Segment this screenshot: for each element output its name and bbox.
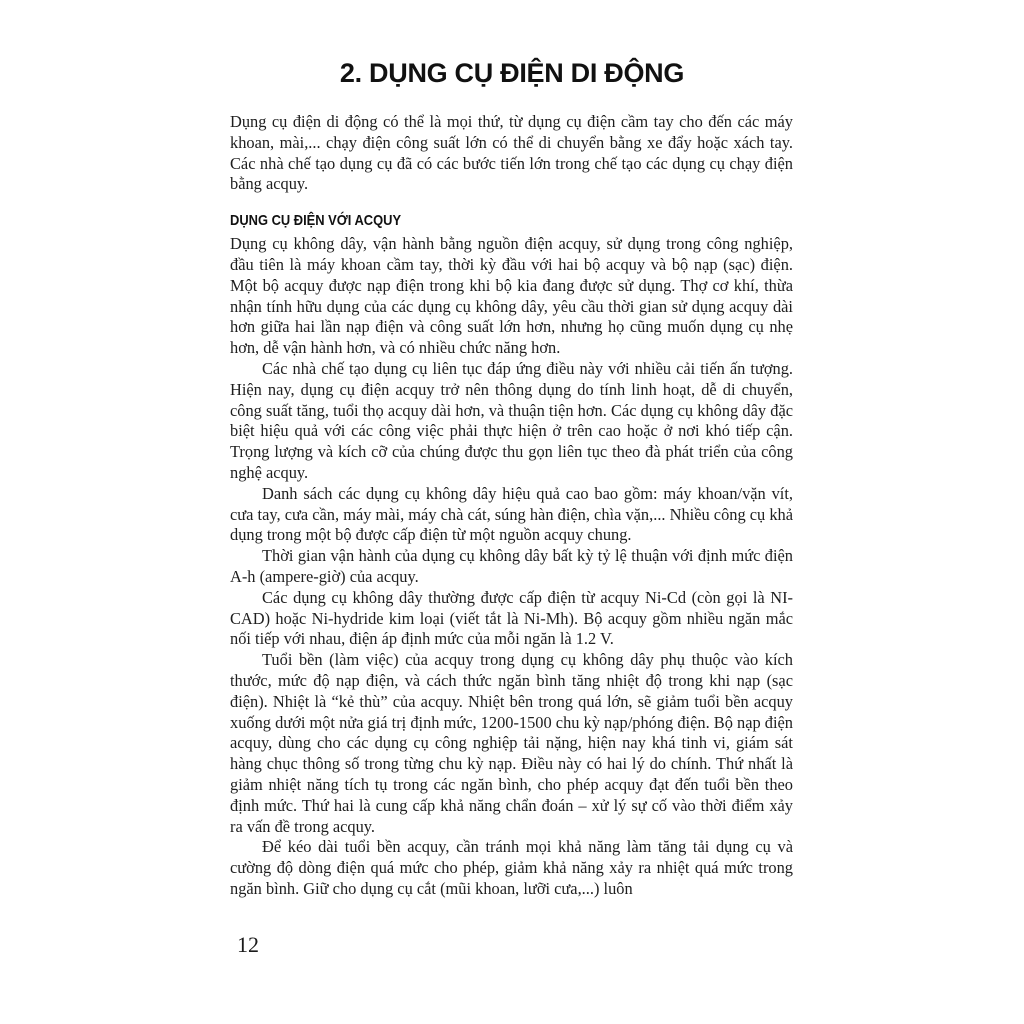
body-paragraph: Các nhà chế tạo dụng cụ liên tục đáp ứng điều này với nhiều cải tiến ấn tượng. Hiện nay, dụng cụ điện acquy trở nên thông dụng do tính linh hoạt, dễ di chuyển, công suất tăng, tuổi thọ acquy dài hơn, và thuận tiện hơn. Các dụng cụ không dây đặc biệt hiệu quả với các công việc phải thực hiện ở trên cao hoặc ở nơi khó tiếp cận. Trọng lượng và kích cỡ của chúng được thu gọn liên tục theo đà phát triển của công nghệ acquy. bbox=[230, 358, 793, 482]
body-paragraph: Danh sách các dụng cụ không dây hiệu quả cao bao gồm: máy khoan/vặn vít, cưa tay, cưa cần, máy mài, máy chà cát, súng hàn điện, chìa vặn,... Nhiều công cụ khả dụng trong một bộ được cấp điện từ một nguồn acquy chung. bbox=[230, 483, 793, 545]
body-paragraph: Dụng cụ không dây, vận hành bằng nguồn điện acquy, sử dụng trong công nghiệp, đầu tiên là máy khoan cầm tay, thời kỳ đầu với hai bộ acquy và bộ nạp (sạc) điện. Một bộ acquy được nạp điện trong khi bộ kia đang được sử dụng. Thợ cơ khí, thừa nhận tính hữu dụng của các dụng cụ không dây, yêu cầu thời gian sử dụng acquy dài hơn giữa hai lần nạp điện và công suất lớn hơn, nhưng họ cũng muốn dụng cụ nhẹ hơn, dễ vận hành hơn, và có nhiều chức năng hơn. bbox=[230, 234, 793, 358]
page-content bbox=[230, 112, 793, 900]
intro-paragraph: Dụng cụ điện di động có thể là mọi thứ, từ dụng cụ điện cầm tay cho đến các máy khoan, mài,... chạy điện công suất lớn có thể di chuyển bằng xe đẩy hoặc xách tay. Các nhà chế tạo dụng cụ đã có các bước tiến lớn trong chế tạo các dụng cụ chạy điện bằng acquy. bbox=[230, 112, 793, 194]
body-paragraph: Để kéo dài tuổi bền acquy, cần tránh mọi khả năng làm tăng tải dụng cụ và cường độ dòng điện quá mức cho phép, giảm khả năng xảy ra nhiệt quá mức trong ngăn bình. Giữ cho dụng cụ cắt (mũi khoan, lưỡi cưa,...) luôn bbox=[230, 837, 793, 898]
chapter-title: 2. DỤNG CỤ ĐIỆN DI ĐỘNG bbox=[339, 58, 685, 88]
page-number: 12 bbox=[237, 932, 259, 957]
body-paragraph: Các dụng cụ không dây thường được cấp điện từ acquy Ni-Cd (còn gọi là NI-CAD) hoặc Ni-hydride kim loại (viết tắt là Ni-Mh). Bộ acquy gồm nhiều ngăn mắc nối tiếp với nhau, điện áp định mức của mỗi ngăn là 1.2 V. bbox=[230, 587, 793, 649]
section-heading: DỤNG CỤ ĐIỆN VỚI ACQUY bbox=[230, 212, 402, 230]
body-paragraph: Tuổi bền (làm việc) của acquy trong dụng cụ không dây phụ thuộc vào kích thước, mức độ nạp điện, và cách thức ngăn bình tăng nhiệt độ trong khi nạp (sạc điện). Nhiệt là “kẻ thù” của acquy. Nhiệt bên trong quá lớn, sẽ giảm tuổi bền acquy xuống dưới một nửa giá trị định mức, 1200-1500 chu kỳ nạp/phóng điện. Bộ nạp điện acquy, dùng cho các dụng cụ công nghiệp tải nặng, hiện nay khá tinh vi, giám sát hàng chục thông số trong từng chu kỳ nạp. Điều này có hai lý do chính. Thứ nhất là giảm nhiệt năng tích tụ trong các ngăn bình, cho phép acquy đạt đến tuổi bền theo định mức. Thứ hai là cung cấp khả năng chẩn đoán – xử lý sự cố vào thời điểm xảy ra vấn đề trong acquy. bbox=[230, 650, 793, 836]
body-paragraph: Thời gian vận hành của dụng cụ không dây bất kỳ tỷ lệ thuận với định mức điện A-h (ampere-giờ) của acquy. bbox=[230, 546, 793, 586]
